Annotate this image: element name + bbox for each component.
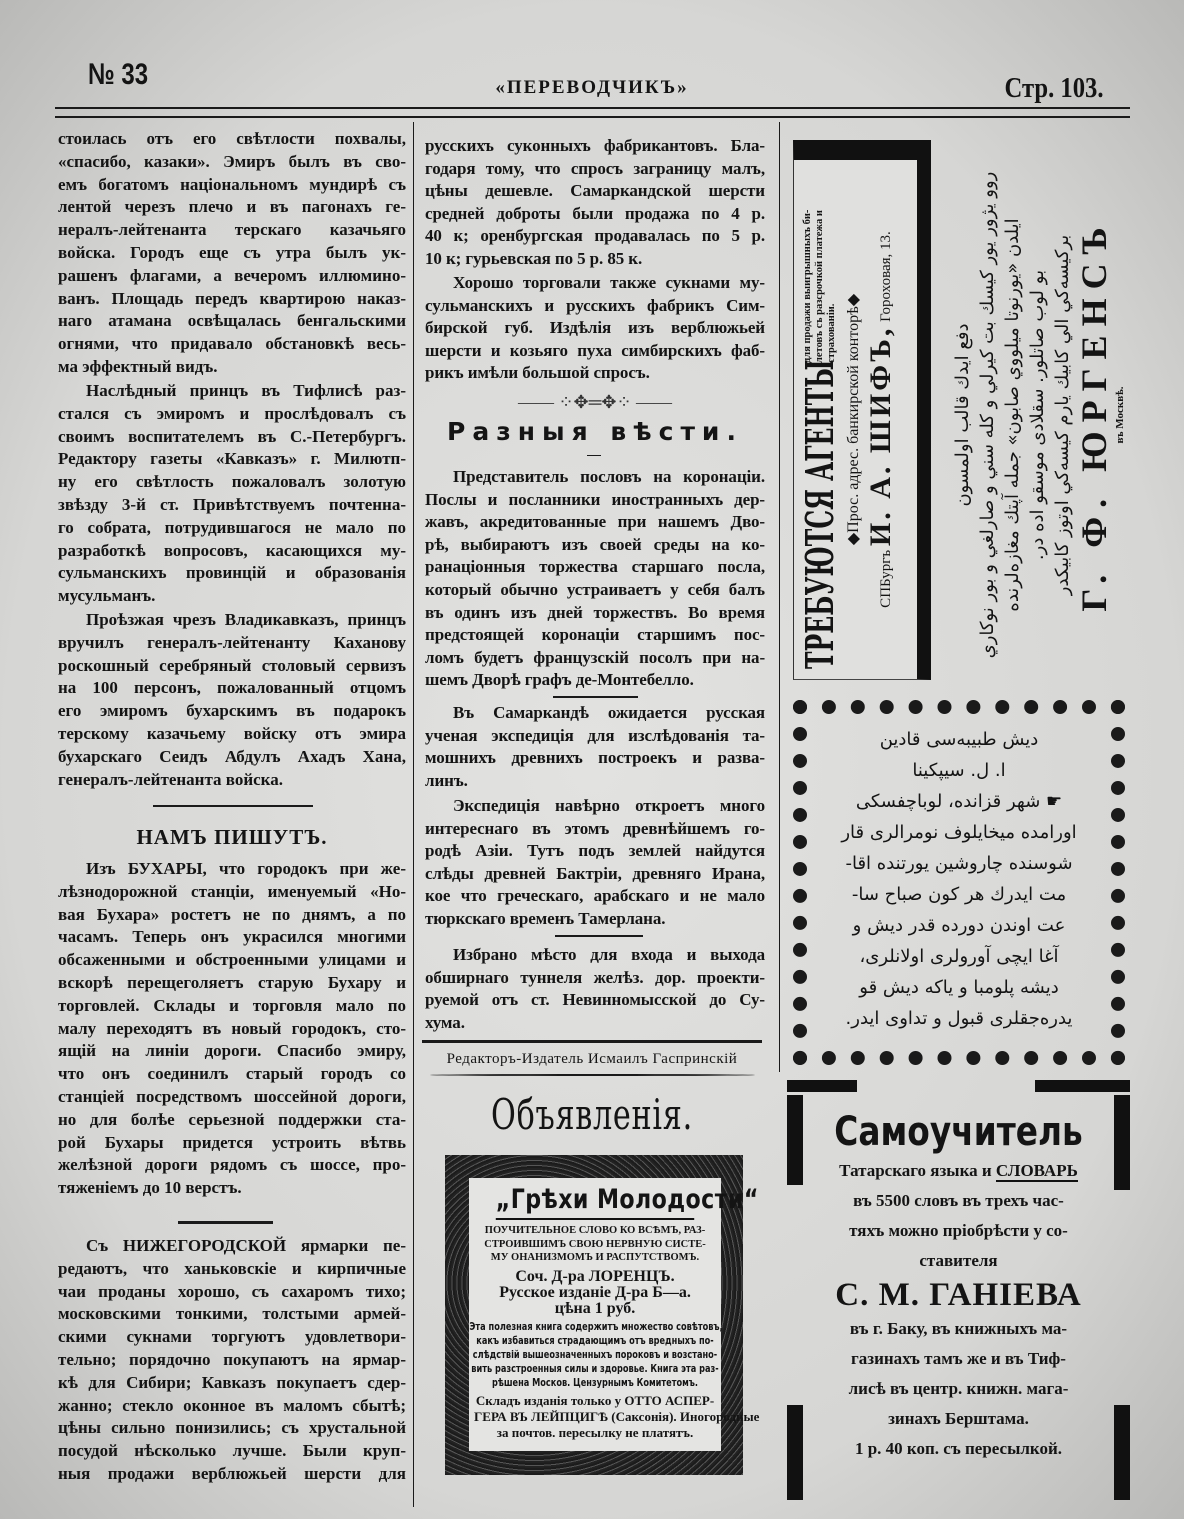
text-line: Редактору газеты «Кавказъ» г. Милютп-: [58, 449, 406, 469]
ad-arabic-text: [950, 130, 1075, 700]
text-line: Русское изданіе Д-ра Б—а.: [499, 1283, 691, 1301]
text-line: روو يژور يور كيسك بت كيرلي و كله سني و صارلغي و بور نوكاري: [977, 171, 998, 659]
text-line: обсаженными и обстроенными улицами и: [58, 950, 406, 970]
text-line: Послы и посланники иностранныхъ дер-: [425, 489, 765, 509]
text-line: разработкѣ вопросовъ, касающихся му-: [58, 540, 406, 560]
text-line: редаютъ, что ханьковскіе и кирпичные: [58, 1258, 406, 1278]
text-line: жанно; стекло оконное въ маломъ сбытѣ;: [58, 1395, 406, 1415]
text-line: مت ايدرك هر كون صباح سا-: [851, 884, 1067, 905]
text-line: ☛ شهر قزانده، لوباچفسكى: [855, 791, 1063, 812]
text-line: بو لوب صاتلور. سقلادی موسقو اده در.: [1027, 269, 1048, 561]
text-line: ученая экспедиція для изслѣдованія та-: [425, 725, 765, 745]
text-line: يدره‌جقلرى قبول و تداوى ايدر.: [845, 1008, 1073, 1029]
text-line: 1 р. 40 коп. съ пересылкой.: [854, 1439, 1063, 1458]
text-line: СТРОИВШИМЪ СВОЮ НЕРВНУЮ СИСТЕ-: [484, 1238, 706, 1250]
ad-title: Самоучитель: [834, 1109, 1083, 1155]
ad-title: ТРЕБУЮТСЯ АГЕНТЫ: [797, 359, 842, 669]
column-divider: [779, 122, 780, 1072]
text-line: слѣды древней Бактріи, древняго Ирана,: [425, 863, 765, 883]
ad-agents-wanted: [793, 140, 931, 680]
text-line: ايلدن «يورنوتا ميلووي صابون» جمله آپتك مغازه‌لرنده: [1002, 218, 1023, 612]
section-heading: Разныя вѣсти.: [447, 417, 743, 446]
text-line: го собрата, потрудившагося не мало по: [58, 517, 406, 537]
text-line: ма эффектный видъ.: [58, 356, 218, 376]
text-line: ранаціонныя торжества старшаго посла,: [425, 557, 765, 577]
text-line: ванъ. Площадь передъ квартирою наказ-: [58, 288, 406, 308]
text-line: ا. ل. سيپكينا: [912, 760, 1006, 781]
text-line: Складъ изданія только у ОТТО АСПЕР-: [475, 1392, 715, 1408]
corner-bracket: [1114, 1095, 1130, 1190]
text-line: газинахъ тамъ же и въ Тиф-: [851, 1349, 1066, 1368]
editor-credit: Редакторъ-Издатель Исмаилъ Гаспринскій: [446, 1051, 738, 1067]
text-line: цѣна 1 руб.: [554, 1299, 636, 1317]
text-line: рикъ имѣли большой спросъ.: [425, 363, 650, 383]
ad-subtitle-emphasis: СЛОВАРЬ: [995, 1161, 1078, 1180]
ad-arabic-text: [815, 724, 1103, 1034]
ornament-divider: —— ⁘✥═✥⁘ ——: [517, 392, 673, 412]
text-line: рѣшена Москов. Цензурнымъ Комитетомъ.: [491, 1376, 699, 1389]
ad-address-label: Прос. адрес. банкирской конторѣ: [845, 306, 862, 533]
text-line: шемъ Дворѣ графъ де-Монтебелло.: [425, 670, 694, 690]
text-line: ящій на линіи дороги. Спасибо эмиру,: [58, 1041, 406, 1061]
text-line: ГЕРА ВЪ ЛЕЙПЦИГѢ (Саксонія). Иногородные: [474, 1408, 760, 1424]
text-line: شوسنده چاروشين يورتنده اقا-: [845, 853, 1073, 874]
text-line: тельно; порядочно покупаютъ на ярмар-: [58, 1349, 406, 1369]
text-line: но для болѣе серьезной поддержки ста-: [58, 1109, 406, 1129]
newspaper-title: «ПЕРЕВОДЧИКЪ»: [495, 77, 689, 98]
editor-rule: [430, 1074, 755, 1076]
text-line: آغا ايچى آورولرى اولانلرى،: [859, 946, 1059, 967]
article-paragraph: [425, 944, 765, 1034]
text-line: Избрано мѣсто для входа и выхода: [453, 945, 765, 964]
article-paragraph: [58, 858, 406, 1200]
text-line: цѣны дешевле. Самаркандской шерсти: [425, 181, 765, 201]
text-line: зинахъ Берштама.: [888, 1409, 1029, 1428]
text-line: линъ.: [425, 770, 468, 790]
article-paragraph: [425, 135, 765, 271]
text-line: на 100 персонъ, пожалованный отцомъ: [58, 678, 406, 698]
ad-footer: [474, 1392, 760, 1441]
ad-author-price: [474, 1269, 716, 1317]
text-line: ну его свѣтлость пожаловалъ золотую: [58, 472, 406, 492]
ad-description: [787, 1186, 1130, 1276]
text-line: скими сукнами торгуютъ удовлетвори-: [58, 1327, 406, 1347]
text-line: сульманскихъ и русскихъ фабрикъ Сим-: [425, 295, 765, 315]
ad-title: „Грѣхи Молодости“: [496, 1184, 694, 1220]
ad-jurgens: [950, 130, 1130, 700]
text-line: средней доброты были продажа по 4 р.: [425, 203, 765, 223]
ad-grekhi-molodosti: [445, 1155, 760, 1475]
text-line: ПОУЧИТЕЛЬНОЕ СЛОВО КО ВСѢМЪ, РАЗ-: [484, 1225, 706, 1236]
text-line: цѣны сильно понизились; съ хрустальной: [58, 1418, 406, 1438]
text-line: 10 к; гурьевская по 5 р. 85 к.: [425, 248, 643, 268]
text-line: اورامده ميخايلوف نومرالرى قار: [841, 822, 1077, 843]
text-line: вручилъ генералъ-лейтенанту Каханову: [58, 632, 406, 652]
corner-bracket: [787, 1405, 803, 1500]
text-line: въ 5500 словъ въ трехъ час-: [853, 1191, 1064, 1210]
text-line: Эта полезная книга содержитъ множество совѣтовъ,: [469, 1320, 723, 1333]
text-line: دفع ايدك قالب اولمسون: [952, 323, 973, 507]
text-line: наго атамана освѣщалась бенгальскими: [58, 311, 406, 331]
text-line: ныя продажи верблюжьей шерсти для: [58, 1463, 406, 1483]
text-line: Соч. Д-ра ЛОРЕНЦЪ.: [515, 1267, 675, 1285]
text-line: лентой черезъ плечо и въ пагонахъ ге-: [58, 197, 406, 217]
text-line: слѣдствій вышеозначенныхъ пороковъ и возстано-: [472, 1348, 718, 1361]
text-line: тяженіемъ до 10 верстъ.: [58, 1178, 242, 1198]
text-line: за почтов. пересылку не платятъ.: [496, 1424, 694, 1440]
text-line: обширнаго туннеля желѣз. дор. проекти-: [425, 967, 765, 987]
ad-company-name: И. А. ШИФЪ,: [864, 325, 897, 547]
ad-dentist: [793, 700, 1125, 1065]
text-line: ставителя: [919, 1251, 998, 1270]
text-line: торговлей. Склады и торговля мало по: [58, 995, 406, 1015]
text-line: годаря тому, что спросъ заграницу малъ,: [425, 158, 765, 178]
text-line: ديشه پلومبا و ياكه ديش قو: [859, 977, 1059, 998]
text-line: роскошный серебряный столовый сервизъ: [58, 655, 406, 675]
text-line: вая Бухара» ростетъ не по днямъ, а по: [58, 904, 406, 924]
text-line: бухарскаго Сеидъ Абдулъ Ахадъ Хана,: [58, 746, 406, 766]
text-line: посудой нѣсколько лучше. Были круп-: [58, 1441, 406, 1461]
ad-description: [469, 1320, 723, 1390]
text-line: часамъ. Теперь онъ украсился многими: [58, 927, 406, 947]
text-line: желѣзной дороги рядомъ съ шоссе, про-: [58, 1155, 406, 1175]
editor-rule: [422, 1040, 762, 1043]
text-line: рашенъ флагами, а вечеромъ иллюмино-: [58, 265, 406, 285]
ad-author-name: С. М. ГАНІЕВА: [835, 1277, 1082, 1313]
text-line: Хорошо торговали также сукнами му-: [453, 273, 765, 292]
text-line: мусульманъ.: [58, 586, 156, 606]
article-paragraph: [58, 380, 406, 608]
text-line: огнями, что придавало обстановкѣ весь-: [58, 334, 406, 354]
text-line: ломъ будетъ французскій посолъ при на-: [425, 647, 765, 667]
corner-bracket: [1035, 1080, 1130, 1092]
text-line: страхованіи.: [826, 303, 837, 363]
text-line: «спасибо, казаки». Эмиръ былъ въ сво-: [58, 151, 406, 171]
corner-bracket: [1114, 1405, 1130, 1500]
text-line: своимъ воспитателемъ въ С.-Петербургъ.: [58, 426, 406, 446]
text-line: войска. Городъ еще съ утра былъ ук-: [58, 242, 406, 262]
text-line: Въ Самаркандѣ ожидается русская: [453, 703, 765, 722]
text-line: тяхъ можно пріобрѣсти у со-: [849, 1221, 1068, 1240]
ad-city: СПБургъ: [878, 549, 894, 608]
text-line: въ г. Баку, въ книжныхъ ма-: [849, 1319, 1068, 1338]
text-line: генералъ-лейтенанта войска.: [58, 769, 283, 789]
text-line: который обычно устраиваетъ у себя балъ: [425, 579, 765, 599]
text-line: предстоящей коронаціи старшимъ пос-: [425, 625, 765, 645]
article-paragraph: [425, 702, 765, 792]
ad-city: въ Москвѣ.: [1114, 386, 1126, 444]
text-line: МУ ОНАНИЗМОМЪ И РАСПУТСТВОМЪ.: [490, 1252, 700, 1263]
text-line: вить разстроенныя силы и здоровье. Книга эта раз-: [471, 1362, 719, 1375]
text-line: Изъ БУХАРЫ, что городокъ при же-: [86, 859, 406, 878]
text-line: русскихъ суконныхъ фабрикантовъ. Бла-: [425, 136, 765, 155]
ad-description: [787, 1314, 1130, 1464]
text-line: интереснаго въ этомъ древнѣйшемъ го-: [425, 818, 765, 838]
section-divider: [553, 696, 638, 698]
text-line: жавъ, акредитованные при нашемъ Дво-: [425, 512, 765, 532]
article-paragraph: [425, 272, 765, 385]
diamond-icon: ◆: [845, 532, 862, 546]
text-line: терскому казачьему войску отъ эмира: [58, 723, 406, 743]
text-line: какъ избавиться страдающимъ отъ вредныхъ по-: [476, 1334, 714, 1347]
text-line: малу переходятъ въ новый городокъ, сто-: [58, 1018, 406, 1038]
article-paragraph: [58, 609, 406, 791]
text-line: летовъ съ разсрочкой платежа и: [814, 210, 825, 363]
section-heading: НАМЪ ПИШУТЪ.: [136, 825, 328, 849]
article-paragraph: [425, 795, 765, 931]
section-divider: [555, 935, 643, 937]
text-line: Представитель пословъ на коронаціи.: [453, 467, 765, 486]
corner-bracket: [787, 1080, 857, 1092]
ad-description: [802, 210, 838, 363]
ad-company-name: Г. Ф. ЮРГЕНСЪ: [1074, 218, 1114, 612]
text-line: стался съ эмиромъ и прослѣдовалъ съ: [58, 403, 406, 423]
text-line: въ одинъ изъ дней торжествъ. Во время: [425, 602, 765, 622]
section-divider: [178, 1221, 273, 1224]
text-line: Экспедиція навѣрно откроетъ много: [453, 796, 765, 815]
text-line: вскорѣ перещеголяетъ старую Бухару и: [58, 972, 406, 992]
text-line: станціей посредствомъ шоссейной дороги,: [58, 1086, 406, 1106]
text-line: кое что греческаго, арабскаго и не мало: [425, 886, 765, 906]
text-line: нералъ-лейтенанта терскаго казачьяго: [58, 220, 406, 240]
text-line: звѣзду 3-й ст. Привѣтствуемъ почтенна-: [58, 494, 406, 514]
text-line: лѣзнодорожной станціи, именуемый «Но-: [58, 881, 406, 901]
text-line: руемой отъ ст. Невинномысской до Су-: [425, 990, 765, 1010]
article-paragraph: [425, 466, 765, 692]
section-divider: [153, 805, 313, 807]
text-line: рой Бухары придется устроить вѣтвь: [58, 1132, 406, 1152]
text-line: بركيسه‌كي الي كابيك يارم كيسه‌كي اوتوز كابيكدر: [1052, 234, 1073, 596]
text-line: московскими тонкими, толстыми армей-: [58, 1304, 406, 1324]
text-line: стоилась отъ его свѣтлости похвалы,: [58, 129, 406, 148]
ad-samouchitel: [787, 1080, 1130, 1500]
text-line: родѣ Азіи. Тутъ подъ землей найдутся: [425, 841, 765, 861]
text-line: ديش طبيبه‌سى قادين: [879, 729, 1039, 750]
text-line: рѣ, выбираютъ изъ своей среды на ко-: [425, 534, 765, 554]
header-rule-top: [55, 107, 1130, 109]
header-rule-bottom: [55, 116, 1130, 118]
ad-subtitle: Татарскаго языка и: [839, 1161, 996, 1180]
text-line: его эмиромъ бухарскимъ въ подарокъ: [58, 701, 406, 721]
ad-street: Гороховая, 13.: [878, 231, 894, 322]
text-line: عت اوندن دورده قدر ديش و: [852, 915, 1066, 936]
page-number: Стр. 103.: [1004, 72, 1104, 104]
article-paragraph: [58, 1235, 406, 1486]
text-line: мошнихъ древнихъ построекъ и разва-: [425, 748, 765, 768]
text-line: Съ НИЖЕГОРОДСКОЙ ярмарки пе-: [86, 1236, 406, 1255]
text-line: бирской губ. Издѣлія изъ верблюжьей: [425, 318, 765, 338]
article-paragraph: [58, 128, 406, 379]
text-line: Наслѣдный принцъ въ Тифлисѣ раз-: [86, 381, 406, 400]
text-line: сульманскихъ провинцій и образованія: [58, 563, 406, 583]
text-line: 40 к; оренбургская продавалась по 5 р.: [425, 226, 765, 246]
text-line: кѣ для Сибири; Кавказъ покупаетъ сдер-: [58, 1372, 406, 1392]
column-divider: [413, 122, 414, 1507]
ads-heading: Объявленія.: [491, 1090, 693, 1139]
text-line: тюркскаго временъ Тамерлана.: [425, 908, 666, 928]
text-line: хума.: [425, 1012, 465, 1032]
text-line: чаи проданы хорошо, съ сахаромъ тихо;: [58, 1281, 406, 1301]
text-line: лисѣ въ центр. книжн. мага-: [848, 1379, 1069, 1398]
text-line: что онъ соединилъ старый городъ со: [58, 1064, 406, 1084]
text-line: для продажи выигрышныхъ би-: [802, 209, 813, 363]
text-line: шерсти и козьяго пуха симбирскихъ фаб-: [425, 340, 765, 360]
diamond-icon: ◆: [845, 293, 862, 307]
corner-bracket: [787, 1095, 803, 1185]
ad-subtitle: [474, 1224, 716, 1265]
issue-number: № 33: [88, 58, 149, 91]
section-divider: [587, 455, 601, 456]
text-line: емъ богатомъ національномъ мундирѣ съ: [58, 174, 406, 194]
text-line: Проѣзжая чрезъ Владикавказъ, принцъ: [86, 610, 406, 629]
